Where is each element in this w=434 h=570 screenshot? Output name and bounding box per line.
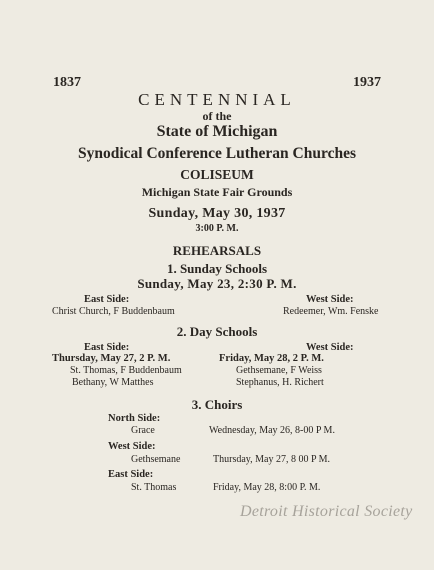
rehearsals-heading: REHEARSALS xyxy=(172,243,262,258)
choir-west-when: Thursday, May 27, 8 00 P M. xyxy=(213,454,331,465)
event-time: 3:00 P. M. xyxy=(195,223,239,234)
day-east-entry-2: Bethany, W Matthes xyxy=(72,377,154,388)
choir-north-church: Grace xyxy=(131,425,155,436)
year-left: 1837 xyxy=(53,75,81,90)
state-line: State of Michigan xyxy=(156,123,278,140)
day-east-date: Thursday, May 27, 2 P. M. xyxy=(52,353,171,364)
day-west-date: Friday, May 28, 2 P. M. xyxy=(219,353,324,364)
sunday-west-label: West Side: xyxy=(306,294,354,305)
venue-sub: Michigan State Fair Grounds xyxy=(141,185,293,199)
day-west-entry-2: Stephanus, H. Richert xyxy=(236,377,324,388)
sunday-east-label: East Side: xyxy=(84,294,130,305)
day-east-label: East Side: xyxy=(84,342,130,353)
event-date: Sunday, May 30, 1937 xyxy=(148,206,286,221)
sunday-schools-date: Sunday, May 23, 2:30 P. M. xyxy=(137,276,297,291)
sunday-schools-heading: 1. Sunday Schools xyxy=(166,261,268,276)
title-of-the: of the xyxy=(202,109,232,123)
choir-west-church: Gethsemane xyxy=(131,454,181,465)
choir-east-label: East Side: xyxy=(108,469,154,480)
choirs-heading: 3. Choirs xyxy=(191,397,243,412)
conference-line: Synodical Conference Lutheran Churches xyxy=(77,145,356,162)
choir-east-when: Friday, May 28, 8:00 P. M. xyxy=(213,482,321,493)
day-west-entry-1: Gethsemane, F Weiss xyxy=(236,365,322,376)
choir-north-when: Wednesday, May 26, 8-00 P M. xyxy=(209,425,335,436)
choir-north-label: North Side: xyxy=(108,413,161,424)
choir-east-church: St. Thomas xyxy=(131,482,177,493)
sunday-west-entry: Redeemer, Wm. Fenske xyxy=(283,306,379,317)
venue: COLISEUM xyxy=(180,167,254,182)
year-right: 1937 xyxy=(353,75,381,90)
choir-west-label: West Side: xyxy=(108,441,156,452)
title: CENTENNIAL xyxy=(138,90,296,109)
day-west-label: West Side: xyxy=(306,342,354,353)
watermark: Detroit Historical Society xyxy=(240,503,413,520)
day-schools-heading: 2. Day Schools xyxy=(176,324,258,339)
sunday-east-entry: Christ Church, F Buddenbaum xyxy=(52,306,175,317)
day-east-entry-1: St. Thomas, F Buddenbaum xyxy=(70,365,182,376)
